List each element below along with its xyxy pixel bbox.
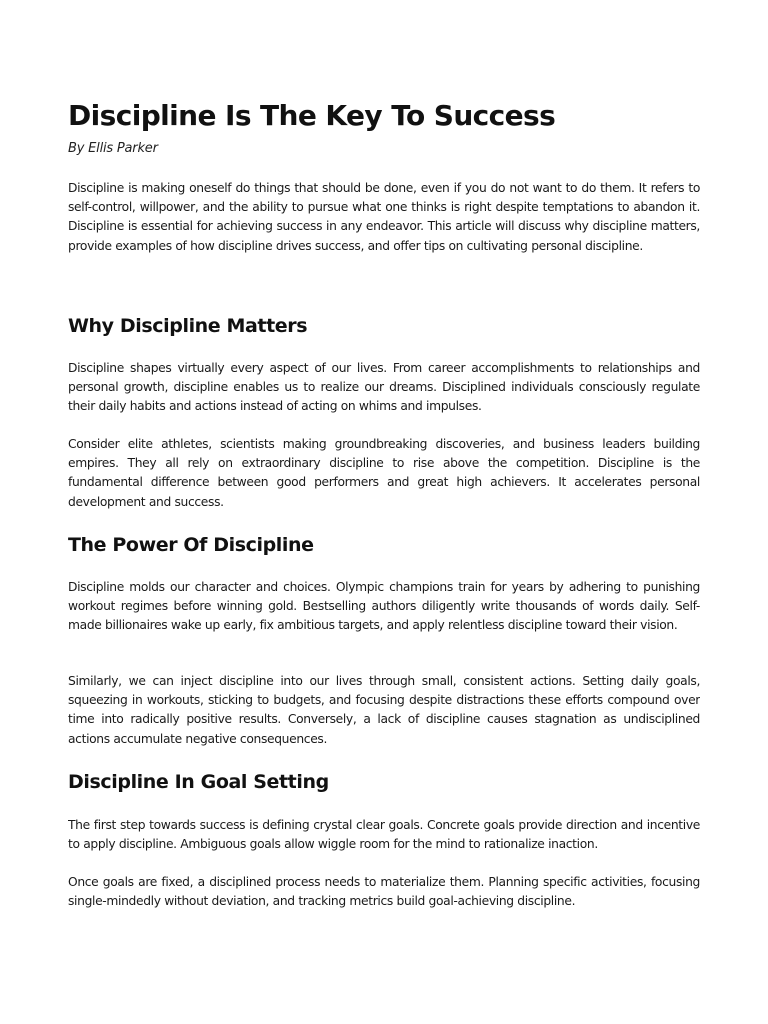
article-byline: By Ellis Parker [68,141,158,156]
section-paragraph: Similarly, we can inject discipline into our lives through small, consistent actions. Setting daily goals, squeezing in workouts, sticking to budgets, and focusing despite distractions these efforts compound over time into radically positive results. Conversely, a lack of discipline causes stagnation as undisciplined actions accumulate negative consequences. [68,674,700,746]
section-paragraph: Discipline shapes virtually every aspect of our lives. From career accomplishments to relationships and personal growth, discipline enables us to realize our dreams. Disciplined individuals consciously regulate their daily habits and actions instead of acting on whims and impulses. [68,361,700,414]
section-heading-power-of-discipline: The Power Of Discipline [68,534,314,556]
intro-paragraph: Discipline is making oneself do things that should be done, even if you do not want to do them. It refers to self-control, willpower, and the ability to pursue what one thinks is right despite temptations to abandon it. Discipline is essential for achieving success in any endeavor. This article will discuss why discipline matters, provide examples of how discipline drives success, and offer tips on cultivating personal discipline. [68,181,700,253]
document-page [68,0,700,1024]
section-paragraph: Consider elite athletes, scientists making groundbreaking discoveries, and business leaders building empires. They all rely on extraordinary discipline to rise above the competition. Discipline is the fundamental difference between good performers and great high achievers. It accelerates personal development and success. [68,437,700,509]
section-paragraph: Discipline molds our character and choices. Olympic champions train for years by adhering to punishing workout regimes before winning gold. Bestselling authors diligently write thousands of words daily. Self-made billionaires wake up early, fix ambitious targets, and apply relentless discipline toward their vision. [68,580,700,633]
article-title: Discipline Is The Key To Success [68,99,556,132]
section-heading-why-discipline-matters: Why Discipline Matters [68,315,308,337]
section-paragraph: Once goals are fixed, a disciplined process needs to materialize them. Planning specific activities, focusing single-mindedly without deviation, and tracking metrics build goal-achieving discipline. [68,875,700,909]
section-heading-goal-setting: Discipline In Goal Setting [68,771,329,793]
section-paragraph: The first step towards success is defining crystal clear goals. Concrete goals provide direction and incentive to apply discipline. Ambiguous goals allow wiggle room for the mind to rationalize inaction. [68,818,700,852]
